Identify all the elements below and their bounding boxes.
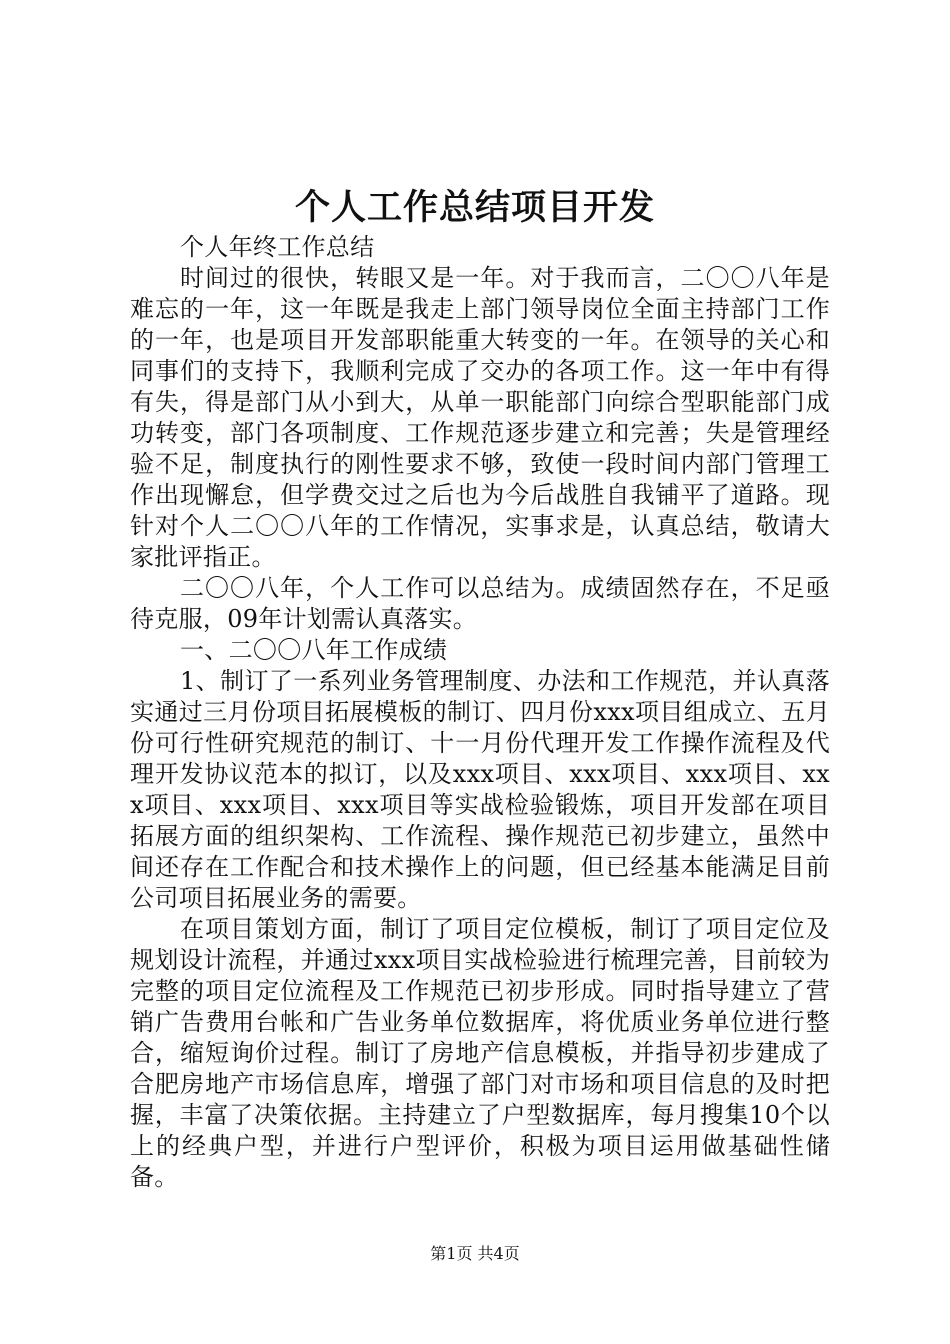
paragraph-subtitle: 个人年终工作总结	[180, 233, 375, 261]
document-title: 个人工作总结项目开发	[294, 187, 655, 228]
page-footer: 第1页 共4页	[430, 1244, 520, 1263]
paragraph-planning: 在项目策划方面，制订了项目定位模板，制订了项目定位及规划设计流程，并通过xxx项目实战检验进行梳理完善，目前较为完整的项目定位流程及工作规范已初步形成。同时指导建立了营销广告费用台帐和广告业务单位数据库，将优质业务单位进行整合，缩短询价过程。制订了房地产信息模板，并指导初步建成了合肥房地产市场信息库，增强了部门对市场和项目信息的及时把握，丰富了决策依据。主持建立了户型数据库，每月搜集10个以上的经典户型，并进行户型评价，积极为项目运用做基础性储备。	[130, 915, 830, 1191]
paragraph-intro: 时间过的很快，转眼又是一年。对于我而言，二〇〇八年是难忘的一年，这一年既是我走上部门领导岗位全面主持部门工作的一年，也是项目开发部职能重大转变的一年。在领导的关心和同事们的支持下，我顺利完成了交办的各项工作。这一年中有得有失，得是部门从小到大，从单一职能部门向综合型职能部门成功转变，部门各项制度、工作规范逐步建立和完善；失是管理经验不足，制度执行的刚性要求不够，致使一段时间内部门管理工作出现懈怠，但学费交过之后也为今后战胜自我铺平了道路。现针对个人二〇〇八年的工作情况，实事求是，认真总结，敬请大家批评指正。	[130, 264, 830, 571]
document-body	[130, 232, 830, 1193]
paragraph-summary: 二〇〇八年，个人工作可以总结为。成绩固然存在，不足亟待克服，09年计划需认真落实。	[130, 574, 830, 633]
section-heading: 一、二〇〇八年工作成绩	[180, 636, 448, 664]
paragraph-item-1: 1、制订了一系列业务管理制度、办法和工作规范，并认真落实通过三月份项目拓展模板的制订、四月份xxx项目组成立、五月份可行性研究规范的制订、十一月份代理开发工作操作流程及代理开发协议范本的拟订，以及xxx项目、xxx项目、xxx项目、xxx项目、xxx项目、xxx项目等实战检验锻炼，项目开发部在项目拓展方面的组织架构、工作流程、操作规范已初步建立，虽然中间还存在工作配合和技术操作上的问题，但已经基本能满足目前公司项目拓展业务的需要。	[130, 667, 830, 912]
